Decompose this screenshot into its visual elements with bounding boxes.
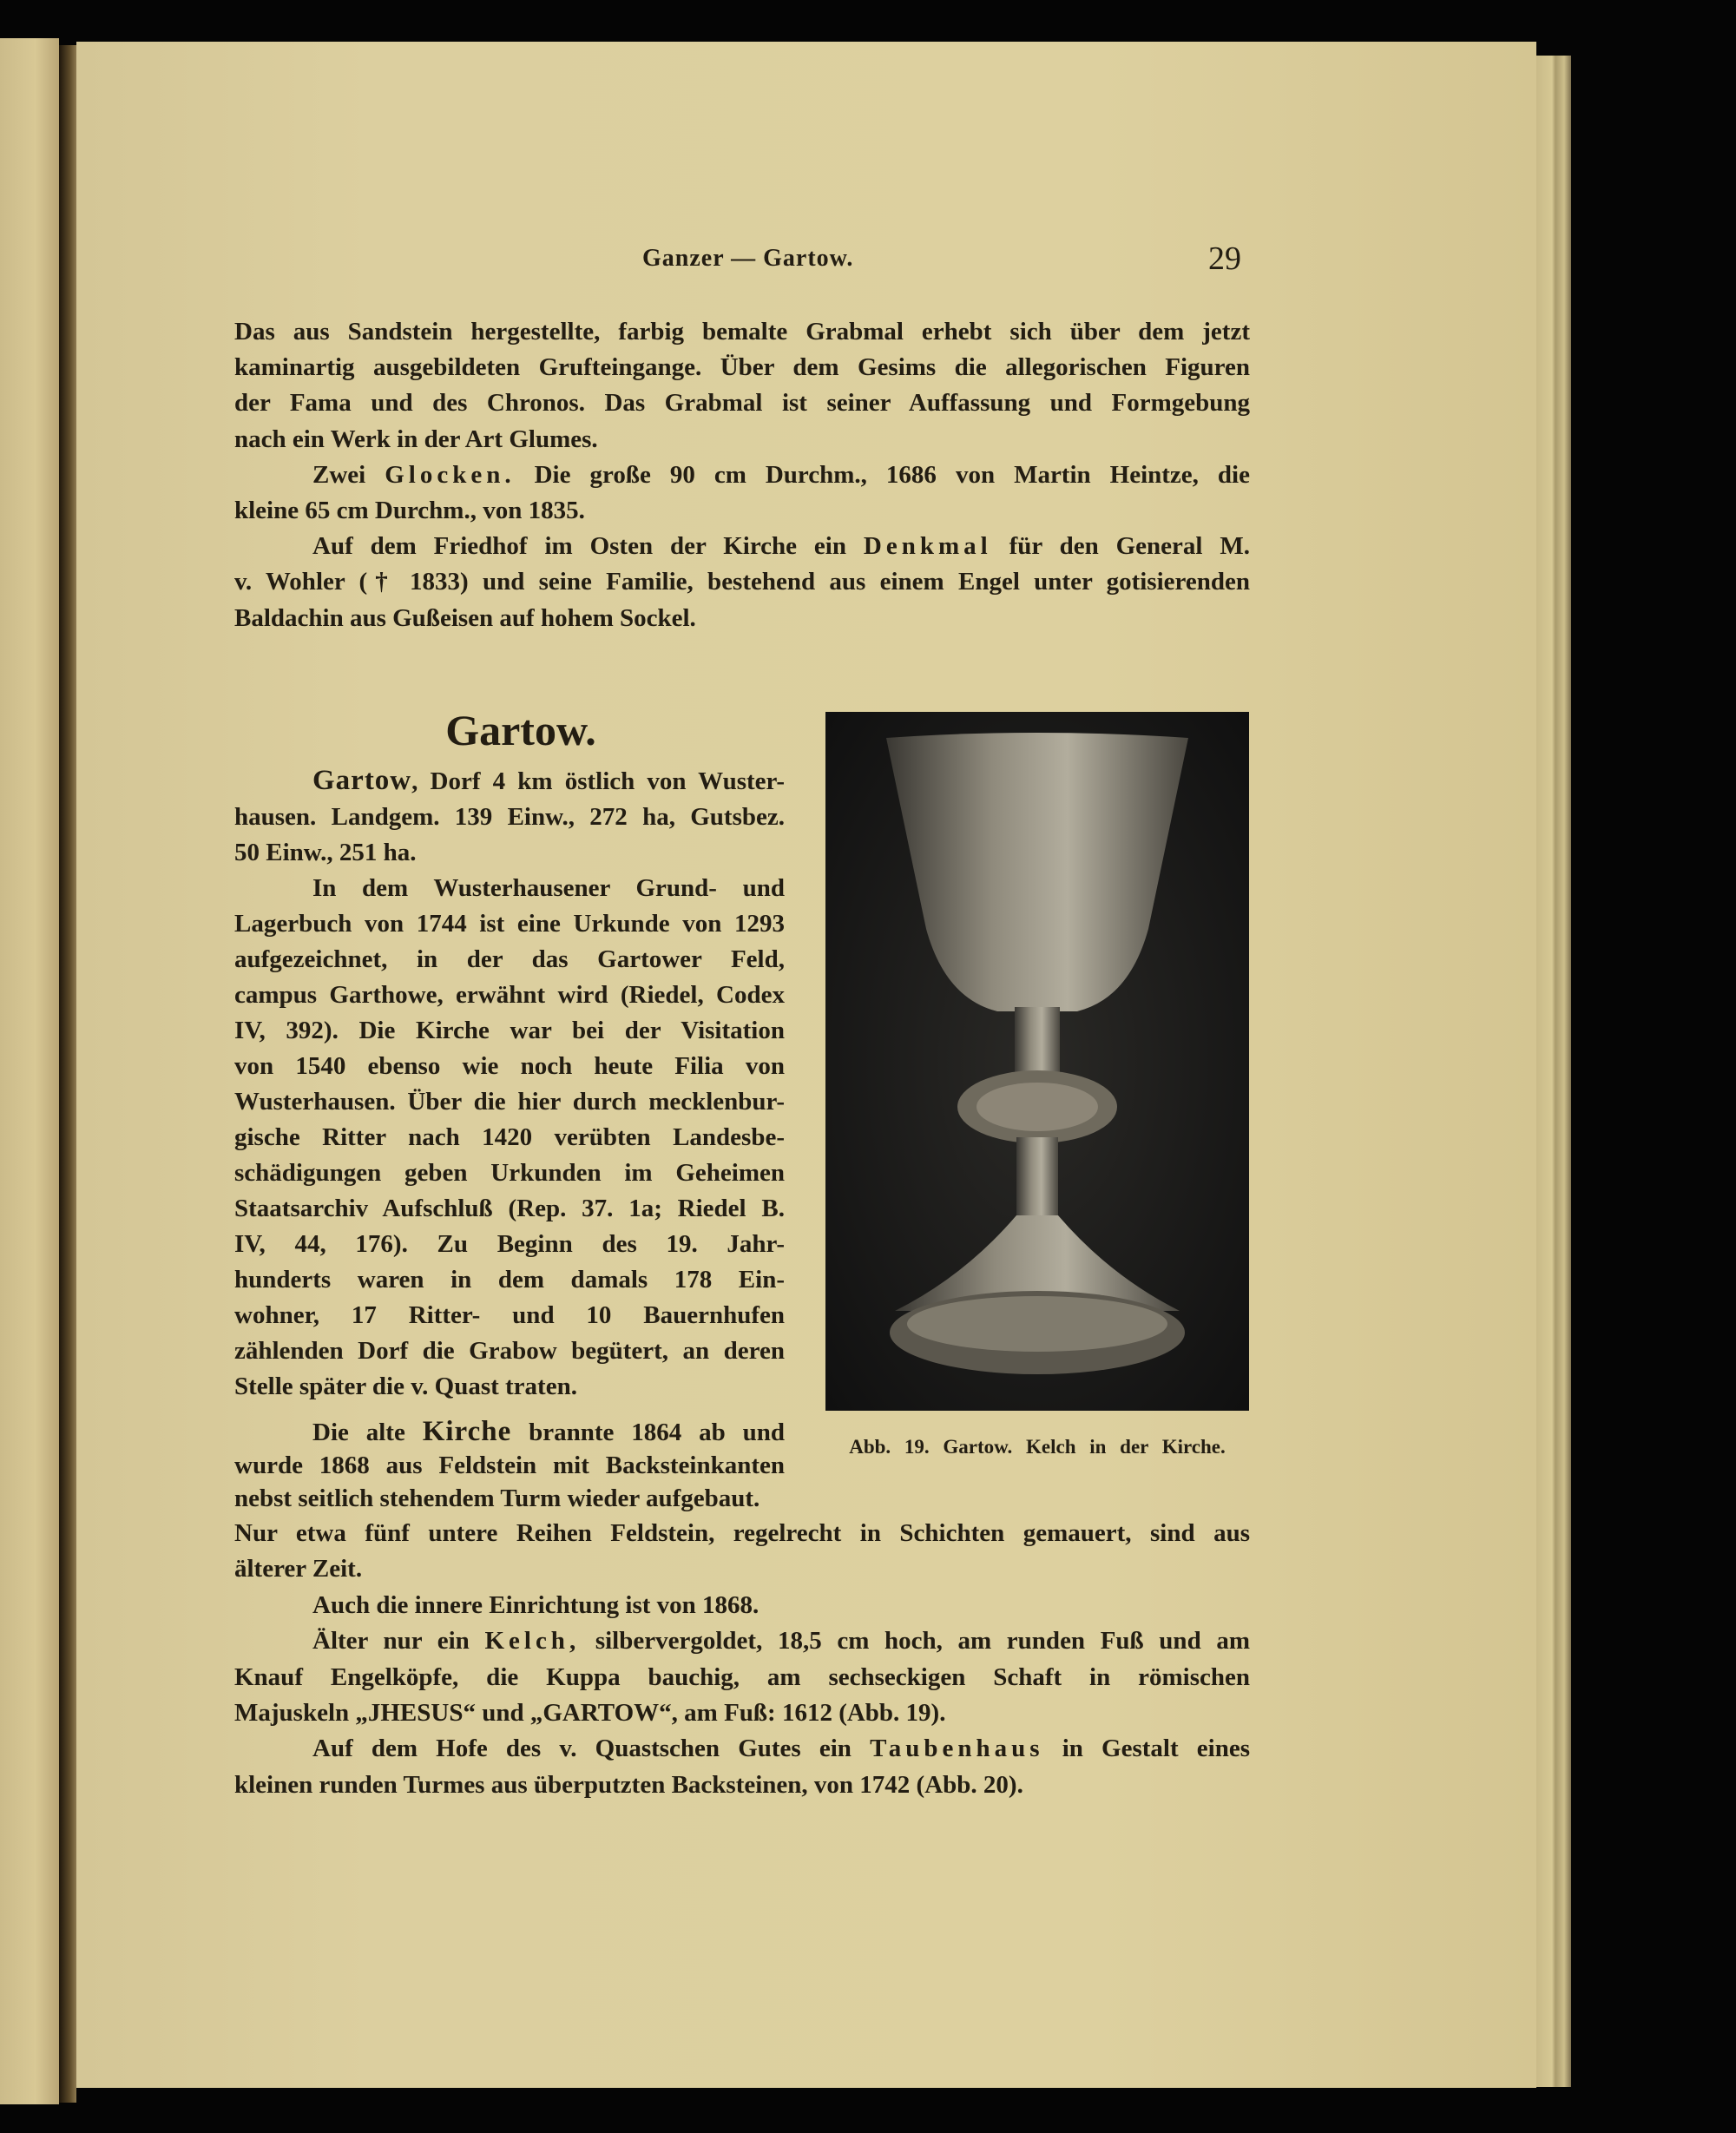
text-line: gische Ritter nach 1420 verübten Landesbe- (234, 1123, 785, 1151)
text-line: Das aus Sandstein hergestellte, farbig bemalte Grabmal erhebt sich über dem jetzt (234, 318, 1250, 346)
text-segment: Auf dem Hofe des v. Quastschen Gutes ein (312, 1735, 871, 1763)
text-segment: Auf dem Friedhof im Osten der Kirche ein (312, 532, 864, 561)
text-segment: Zwei (312, 460, 385, 489)
text-segment: Die große 90 cm Durchm., 1686 von Martin Heintze, die (515, 460, 1250, 489)
text-line: aufgezeichnet, in der das Gartower Feld, (234, 945, 785, 973)
text-line (234, 1623, 1250, 1659)
text-segment: brannte 1864 ab und (511, 1419, 785, 1446)
text-line: Wusterhausen. Über die hier durch mecklenbur- (234, 1088, 785, 1116)
spaced-term: Denkmal (863, 532, 992, 561)
figure-caption: Abb. 19. Gartow. Kelch in der Kirche. (849, 1436, 1226, 1458)
text-line: Auch die innere Einrichtung ist von 1868. (312, 1590, 760, 1619)
text-line: Knauf Engelköpfe, die Kuppa bauchig, am sechseckigen Schaft in römischen (234, 1662, 1250, 1691)
text-line: älterer Zeit. (234, 1555, 363, 1583)
text-segment: Älter nur ein (312, 1627, 485, 1656)
figure-chalice-photo (825, 712, 1249, 1411)
text-line: Stelle später die v. Quast traten. (234, 1373, 577, 1400)
text-line: kaminartig ausgebildeten Grufteingange. Über dem Gesims die allegorischen Figuren (234, 353, 1250, 382)
text-line: wurde 1868 aus Feldstein mit Backsteinkanten (234, 1452, 785, 1479)
text-line: kleine 65 cm Durchm., von 1835. (234, 497, 585, 525)
text-line: nebst seitlich stehendem Turm wieder aufgebaut. (234, 1485, 760, 1512)
text-line: Lagerbuch von 1744 ist eine Urkunde von 1293 (234, 910, 785, 938)
spaced-term: Kelch, (484, 1627, 581, 1656)
bold-term: Gartow (312, 765, 412, 796)
text-line: hunderts waren in dem damals 178 Ein- (234, 1266, 785, 1294)
bold-term: Kirche (422, 1416, 512, 1447)
section-heading: Gartow. (445, 706, 596, 754)
page-edge-stack (1536, 56, 1571, 2087)
text-line (234, 1415, 785, 1449)
text-line: In dem Wusterhausener Grund- und (312, 874, 785, 902)
facing-page-edge (0, 38, 59, 2104)
spaced-term: Taubenhaus (870, 1735, 1044, 1763)
text-segment: Die alte (312, 1419, 423, 1446)
chalice-image (825, 712, 1249, 1411)
text-line (234, 1731, 1250, 1767)
text-line: nach ein Werk in der Art Glumes. (234, 425, 598, 453)
text-line: schädigungen geben Urkunden im Geheimen (234, 1159, 785, 1187)
text-line: Staatsarchiv Aufschluß (Rep. 37. 1a; Riedel B. (234, 1195, 785, 1222)
column-text-block (234, 763, 785, 1405)
text-line: campus Garthowe, erwähnt wird (Riedel, Codex (234, 981, 785, 1009)
spaced-term: Glocken. (385, 460, 516, 489)
text-line: IV, 392). Die Kirche war bei der Visitation (234, 1017, 785, 1044)
text-line: zählenden Dorf die Grabow begütert, an deren (234, 1337, 785, 1365)
book-gutter (59, 45, 76, 2103)
top-text-block (234, 314, 1250, 636)
text-line: Majuskeln „JHESUS“ und „GARTOW“, am Fuß: 1612 (Abb. 19). (234, 1699, 946, 1728)
running-head: Ganzer — Gartow. (642, 245, 854, 272)
text-line (234, 458, 1250, 493)
text-segment: in Gestalt eines (1043, 1735, 1250, 1763)
column-text-block-church (234, 1415, 785, 1515)
text-line: Baldachin aus Gußeisen auf hohem Sockel. (234, 603, 696, 632)
text-line: 50 Einw., 251 ha. (234, 839, 417, 866)
text-line: hausen. Landgem. 139 Einw., 272 ha, Gutsbez. (234, 803, 785, 831)
full-width-text-block (234, 1516, 1250, 1803)
text-line: von 1540 ebenso wie noch heute Filia von (234, 1052, 785, 1080)
text-line: der Fama und des Chronos. Das Grabmal ist seiner Auffassung und Formgebung (234, 389, 1250, 418)
text-line: kleinen runden Turmes aus überputzten Backsteinen, von 1742 (Abb. 20). (234, 1770, 1023, 1799)
text-line: wohner, 17 Ritter- und 10 Bauernhufen (234, 1301, 785, 1329)
text-segment: , Dorf 4 km östlich von Wuster- (411, 767, 785, 795)
text-segment: silbervergoldet, 18,5 cm hoch, am runden Fuß und am (580, 1627, 1250, 1656)
text-line: v. Wohler († 1833) und seine Familie, bestehend aus einem Engel unter gotisierenden (234, 568, 1250, 596)
text-line: IV, 44, 176). Zu Beginn des 19. Jahr- (234, 1230, 785, 1258)
page-number: 29 (1208, 240, 1241, 277)
text-line: Nur etwa fünf untere Reihen Feldstein, regelrecht in Schichten gemauert, sind aus (234, 1519, 1250, 1547)
text-segment: für den General M. (991, 532, 1250, 561)
text-line (234, 763, 785, 800)
text-line (234, 529, 1250, 564)
